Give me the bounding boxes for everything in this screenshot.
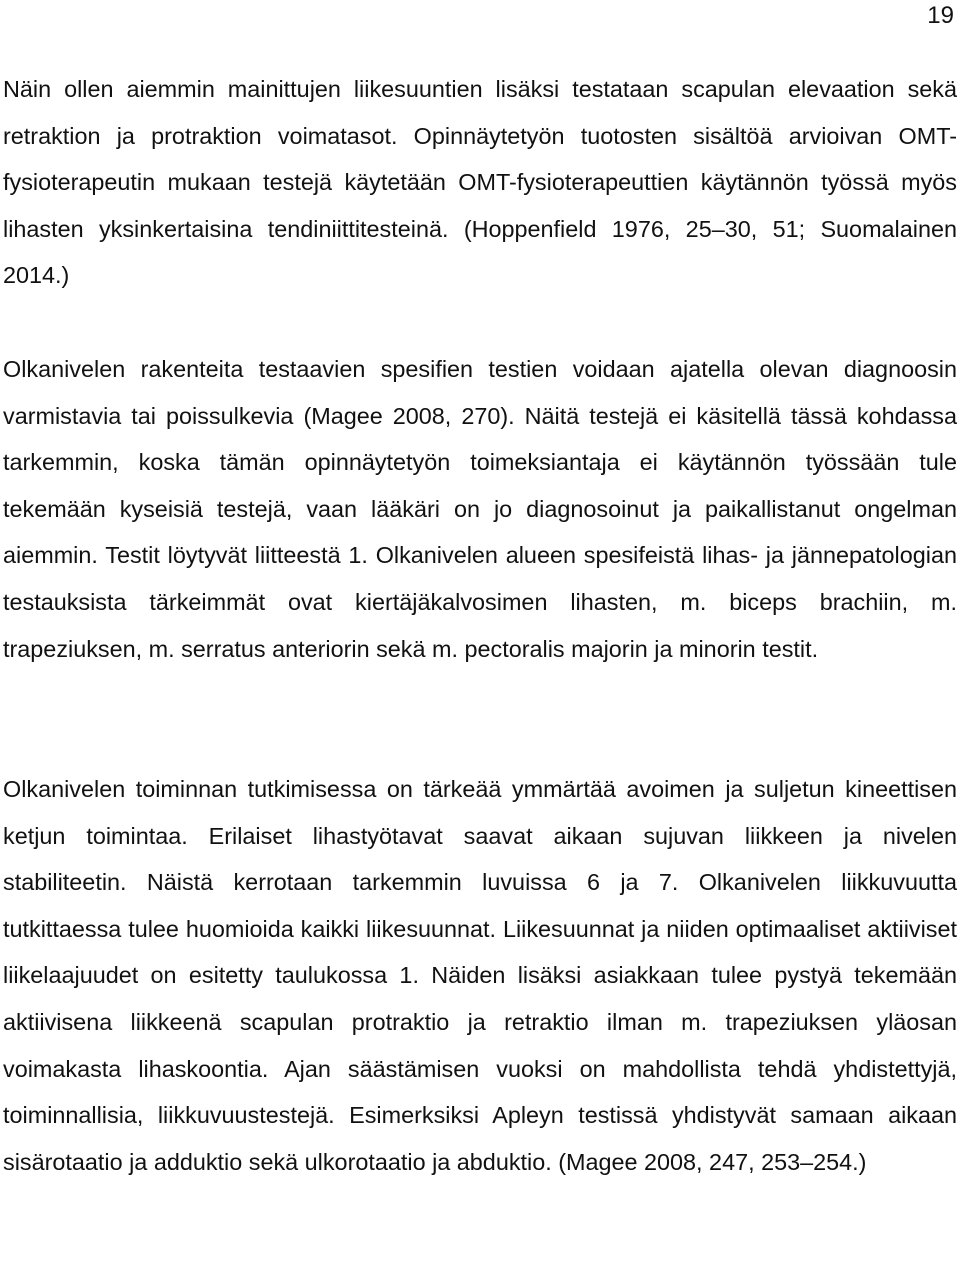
paragraph-scapula-tests: Näin ollen aiemmin mainittujen liikesuuntien lisäksi testataan scapulan elevaation sekä retraktion ja protraktion voimatasot. Opinnäytetyön tuotosten sisältöä arvioivan OMT-fysioterapeutin mukaan testejä käytetään OMT-fysioterapeuttien käytännön työssä myös lihasten yksinkertaisina tendiniittitesteinä. (Hoppenfield 1976, 25–30, 51; Suomalainen 2014.) (3, 76, 957, 289)
paragraph-specific-tests: Olkanivelen rakenteita testaavien spesifien testien voidaan ajatella olevan diagnoosin varmistavia tai poissulkevia (Magee 2008, 270). Näitä testejä ei käsitellä tässä kohdassa tarkemmin, koska tämän opinnäytetyön toimeksiantaja ei käytännön työssään tule tekemään kyseisiä testejä, vaan lääkäri on jo diagnosoinut ja paikallistanut ongelman aiemmin. Testit löytyvät liitteestä 1. Olkanivelen alueen spesifeistä lihas- ja jännepatologian testauksista tärkeimmät ovat kiertäjäkalvosimen lihasten, m. biceps brachiin, m. trapeziuksen, m. serratus anteriorin sekä m. pectoralis majorin ja minorin testit. (3, 356, 957, 662)
page-number: 19 (927, 2, 954, 29)
paragraph-kinetic-chain: Olkanivelen toiminnan tutkimisessa on tärkeää ymmärtää avoimen ja suljetun kineettisen ketjun toimintaa. Erilaiset lihastyötavat saavat aikaan sujuvan liikkeen ja nivelen stabiliteetin. Näistä kerrotaan tarkemmin luvuissa 6 ja 7. Olkanivelen liikkuvuutta tutkittaessa tulee huomioida kaikki liikesuunnat. Liikesuunnat ja niiden optimaaliset aktiiviset liikelaajuudet on esitetty taulukossa 1. Näiden lisäksi asiakkaan tulee pystyä tekemään aktiivisena liikkeenä scapulan protraktio ja retraktio ilman m. trapeziuksen yläosan voimakasta lihaskoontia. Ajan säästämisen vuoksi on mahdollista tehdä yhdistettyjä, toiminnallisia, liikkuvuustestejä. Esimerksiksi Apleyn testissä yhdistyvät samaan aikaan sisärotaatio ja adduktio sekä ulkorotaatio ja abduktio. (Magee 2008, 247, 253–254.) (3, 776, 957, 1175)
